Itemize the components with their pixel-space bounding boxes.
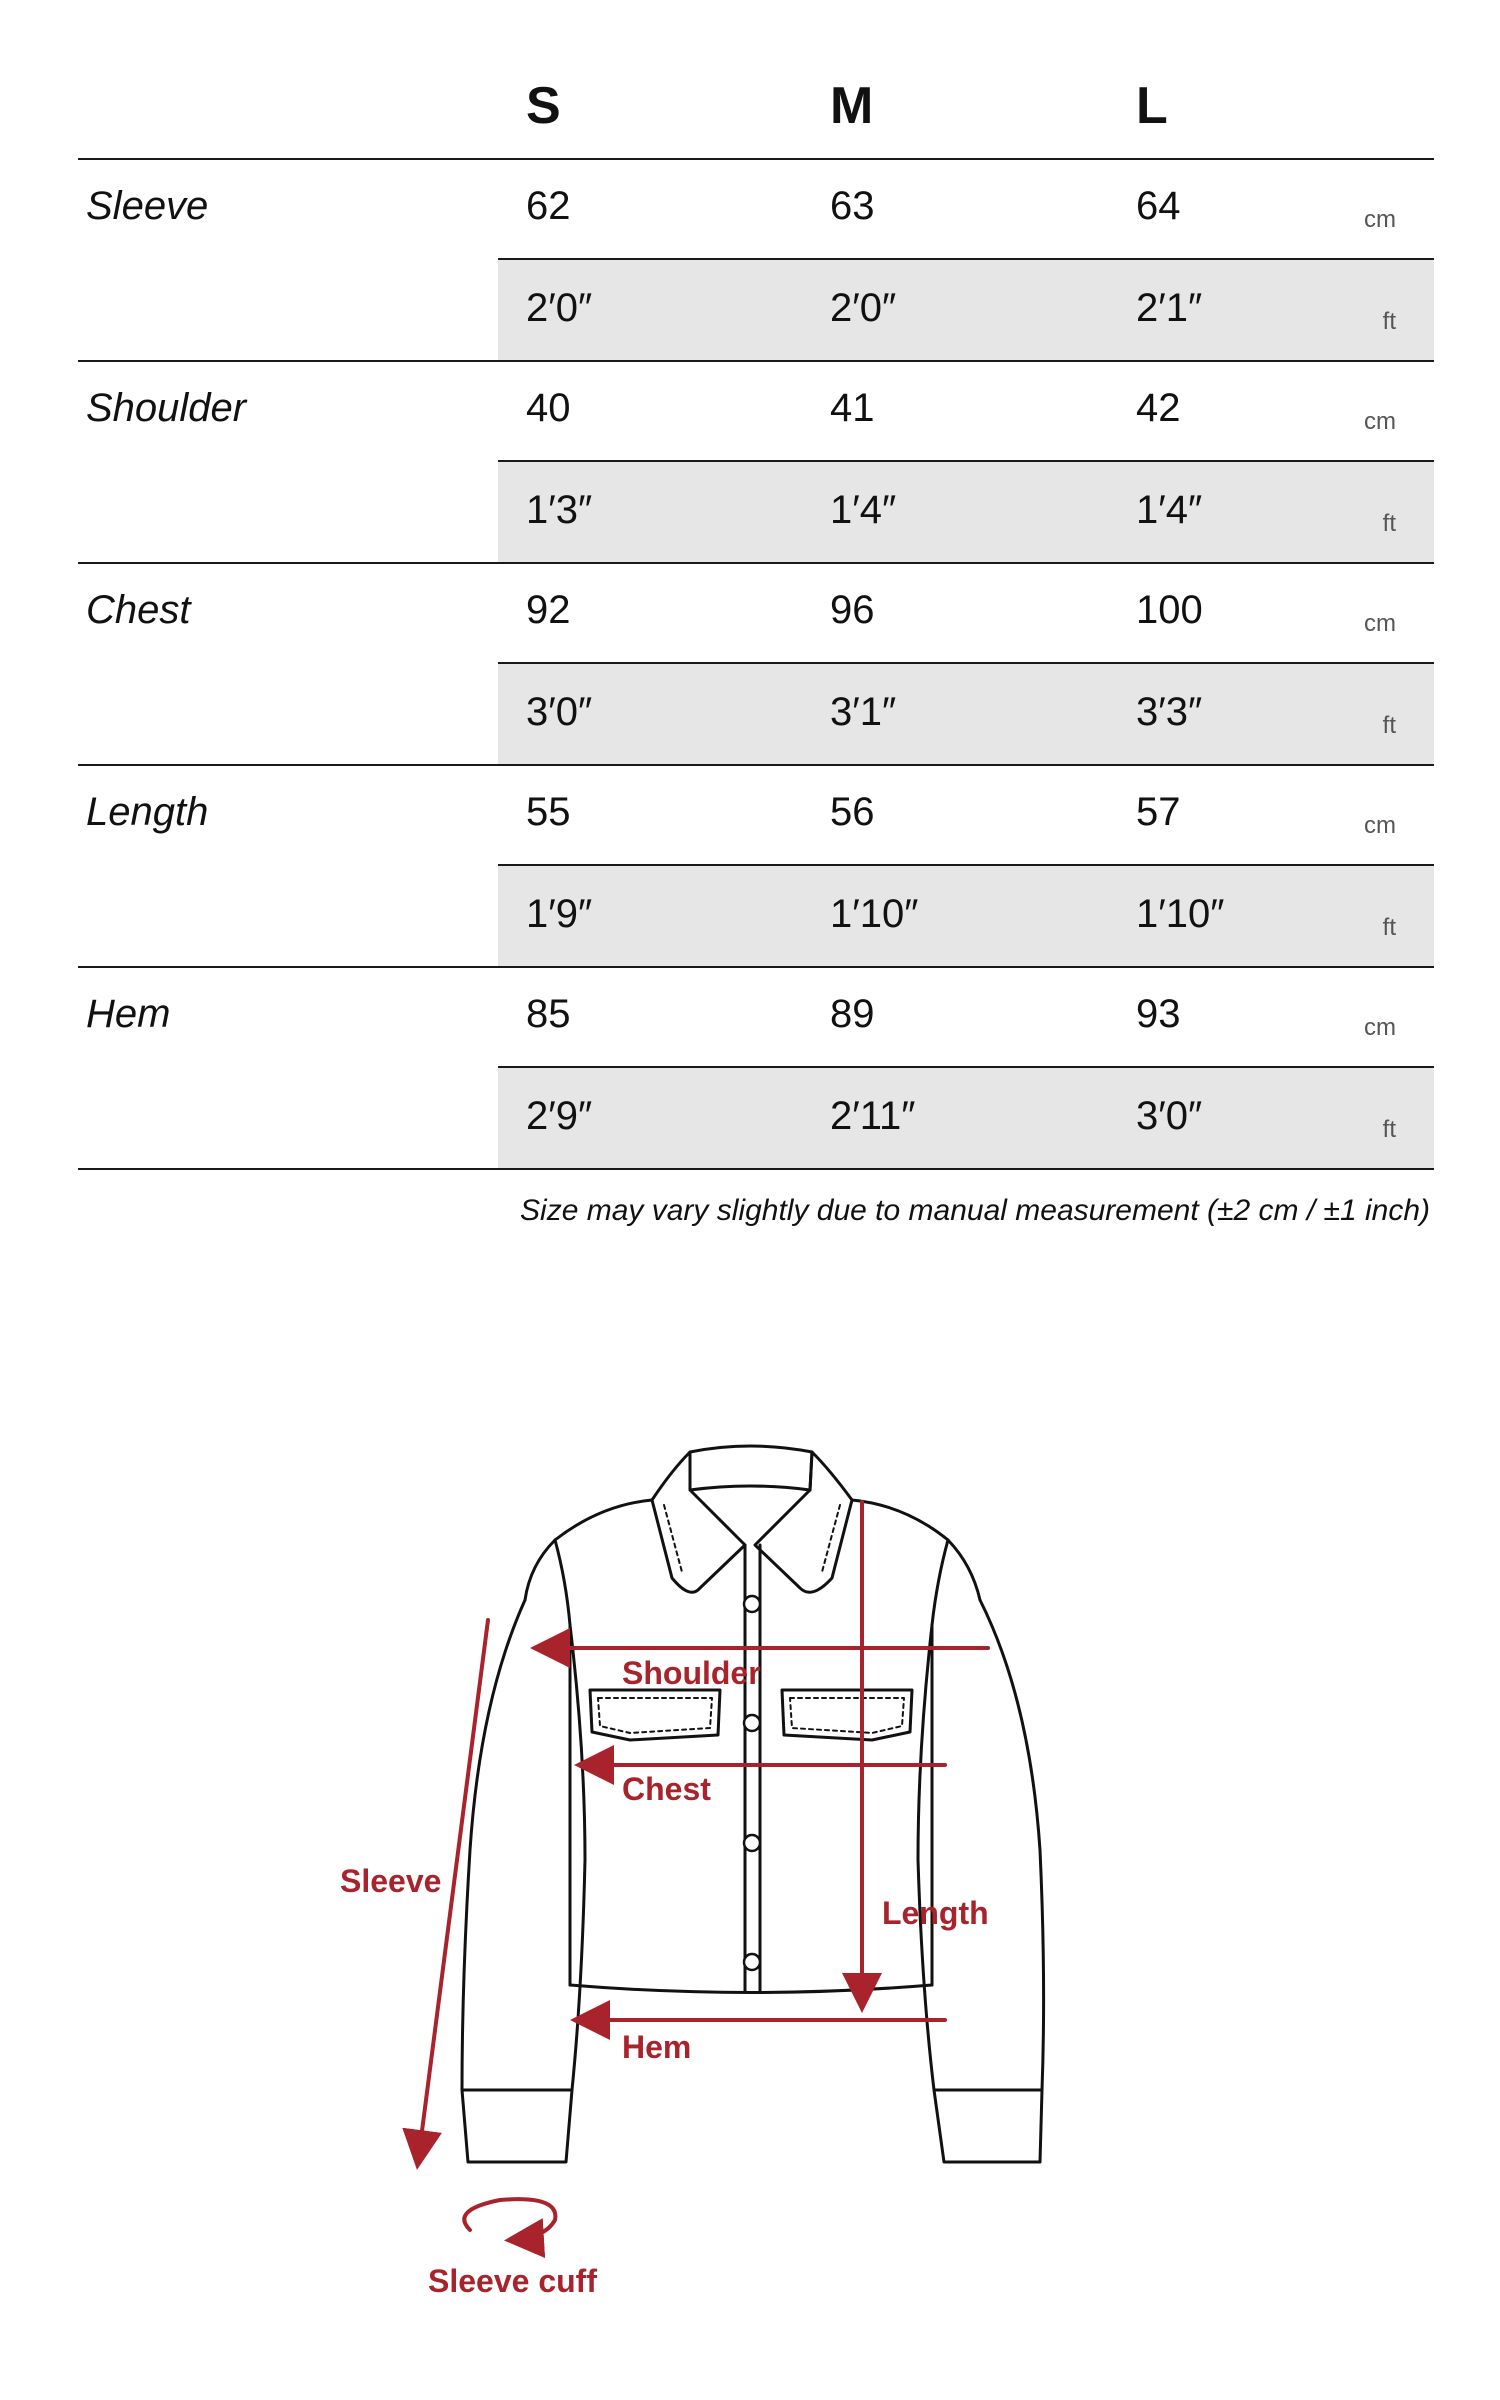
hem-ft-l: 3′0″ [1136,1094,1203,1138]
sleeve-cm-unit: cm [1364,206,1396,233]
hem-cm-s: 85 [526,992,571,1036]
label-chest: Chest [622,1771,711,1807]
shoulder-ft-s: 1′3″ [526,488,593,532]
length-ft-s: 1′9″ [526,892,593,936]
shoulder-ft-m: 1′4″ [830,488,897,532]
shoulder-ft-l: 1′4″ [1136,488,1203,532]
row-label-sleeve: Sleeve [86,184,209,228]
chest-cm-l: 100 [1136,588,1203,632]
button-4 [744,1954,760,1970]
length-cm-unit: cm [1364,812,1396,839]
label-length: Length [882,1895,989,1931]
sleeve-ft-unit: ft [1382,308,1396,335]
label-sleeve: Sleeve [340,1863,442,1899]
length-ft-unit: ft [1382,914,1396,941]
sleeve-cuff-arc [464,2199,555,2240]
jacket-outline [462,1446,1044,2162]
label-hem: Hem [622,2029,692,2065]
chest-ft-s: 3′0″ [526,690,593,734]
measurement-lines [418,1502,988,2240]
hem-cm-m: 89 [830,992,875,1036]
sleeve-cm-s: 62 [526,184,571,228]
chest-cm-m: 96 [830,588,875,632]
hem-cm-unit: cm [1364,1014,1396,1041]
length-ft-l: 1′10″ [1136,892,1225,936]
shoulder-cm-s: 40 [526,386,571,430]
shoulder-ft-unit: ft [1382,510,1396,537]
sleeve-cm-l: 64 [1136,184,1181,228]
row-label-chest: Chest [86,588,191,632]
measurement-note: Size may vary slightly due to manual measurement (±2 cm / ±1 inch) [520,1194,1430,1227]
row-label-shoulder: Shoulder [86,386,247,430]
sleeve-cm-m: 63 [830,184,875,228]
row-label-hem: Hem [86,992,171,1036]
length-cm-s: 55 [526,790,571,834]
shoulder-cm-m: 41 [830,386,875,430]
sleeve-ft-l: 2′1″ [1136,286,1203,330]
shoulder-cm-unit: cm [1364,408,1396,435]
sleeve-ft-s: 2′0″ [526,286,593,330]
label-shoulder: Shoulder [622,1655,761,1691]
button-3 [744,1835,760,1851]
sleeve-ft-m: 2′0″ [830,286,897,330]
button-2 [744,1715,760,1731]
label-sleeve-cuff: Sleeve cuff [428,2263,597,2299]
size-header-s: S [526,77,561,135]
length-ft-m: 1′10″ [830,892,919,936]
shoulder-cm-l: 42 [1136,386,1181,430]
chest-ft-unit: ft [1382,712,1396,739]
chest-ft-l: 3′3″ [1136,690,1203,734]
hem-cm-l: 93 [1136,992,1181,1036]
length-cm-l: 57 [1136,790,1181,834]
row-label-length: Length [86,790,209,834]
chest-cm-s: 92 [526,588,571,632]
hem-ft-unit: ft [1382,1116,1396,1143]
button-1 [744,1596,760,1612]
size-header-m: M [830,77,874,135]
length-cm-m: 56 [830,790,875,834]
chest-cm-unit: cm [1364,610,1396,637]
chest-ft-m: 3′1″ [830,690,897,734]
hem-ft-m: 2′11″ [830,1094,916,1138]
hem-ft-s: 2′9″ [526,1094,593,1138]
size-header-l: L [1136,77,1168,135]
